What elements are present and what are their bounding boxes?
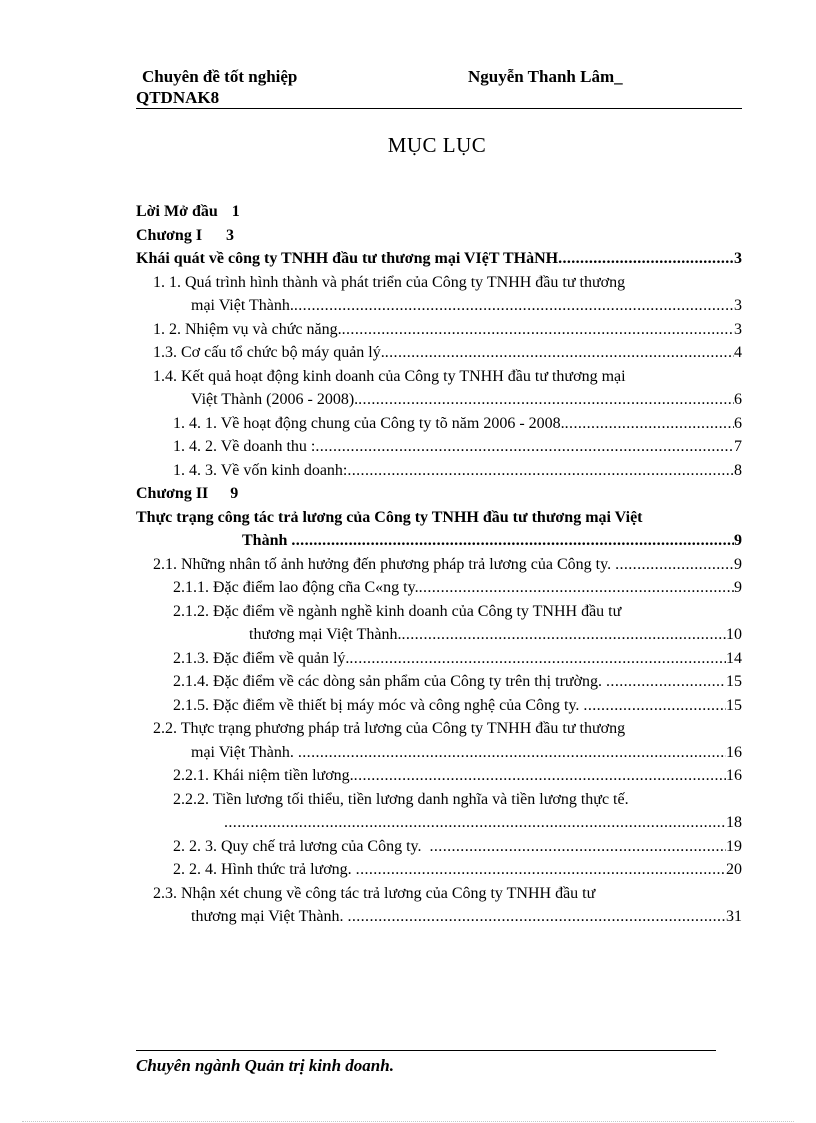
header-author: Nguyễn Thanh Lâm_ — [468, 67, 623, 86]
toc-entry-label: Việt Thành (2006 - 2008). — [191, 391, 359, 408]
toc-entry-2-2-2-cont[interactable] — [136, 811, 742, 835]
toc-entry-2-2[interactable] — [136, 717, 742, 741]
header-document-type: Chuyên đề tốt nghiệp — [142, 67, 298, 86]
toc-entry-label: Thực trạng công tác trả lương của Công ty TNHH đầu tư thương mại Việt — [136, 508, 643, 526]
toc-entry-intro[interactable] — [136, 200, 742, 224]
toc-entry-page: 9 — [230, 485, 239, 502]
toc-entry-page: 15 — [726, 673, 742, 690]
toc-entry-label: 2. 2. 4. Hình thức trả lương. — [173, 861, 352, 878]
toc-leader — [611, 553, 734, 577]
toc-entry-label: 2.2. Thực trạng phương pháp trả lương của Công ty TNHH đầu tư thương — [153, 720, 626, 737]
toc-entry-label: 1. 4. 1. Về hoạt động chung của Công ty tõ năm 2006 - 2008. — [173, 414, 565, 432]
toc-entry-2-1-3[interactable] — [136, 647, 742, 671]
toc-entry-label: thương mại Việt Thành. — [249, 626, 402, 643]
toc-entry-2-3[interactable] — [136, 882, 742, 906]
toc-entry-label: 1.4. Kết quả hoạt động kinh doanh của Công ty TNHH đầu tư thương mại — [153, 367, 626, 385]
toc-entry-page: 31 — [726, 908, 742, 925]
toc-entry-label: mại Việt Thành. — [191, 743, 294, 761]
header-rule — [136, 108, 742, 109]
toc-entry-2-1-2[interactable] — [136, 600, 742, 624]
toc-leader — [342, 318, 734, 342]
toc-entry-page: 3 — [734, 250, 742, 267]
toc-entry-2-2-4[interactable] — [136, 858, 742, 882]
toc-entry-2-2-1[interactable] — [136, 764, 742, 788]
toc-entry-label: 2.1. Những nhân tố ảnh hưởng đến phương pháp trả lương của Công ty. — [153, 555, 612, 573]
toc-leader — [224, 811, 726, 835]
toc-leader — [294, 741, 726, 765]
toc-entry-page: 3 — [226, 226, 235, 244]
toc-leader — [349, 647, 726, 671]
toc-entry-page: 19 — [726, 837, 742, 855]
toc-entry-label: thương mại Việt Thành. — [191, 908, 344, 925]
toc-entry-label: 2.1.3. Đặc điểm về quản lý. — [173, 649, 350, 667]
toc-entry-label: 2.1.2. Đặc điểm về ngành nghề kinh doanh của Công ty TNHH đầu tư — [173, 602, 622, 620]
toc-entry-label: 1. 4. 2. Về doanh thu : — [173, 438, 316, 455]
toc-entry-1-4-2[interactable] — [136, 435, 742, 459]
toc-entry-page: 20 — [726, 861, 742, 878]
toc-entry-chapter-1-title[interactable] — [136, 247, 742, 271]
toc-entry-page: 6 — [734, 414, 742, 432]
toc-entry-label: 1.3. Cơ cấu tổ chức bộ máy quản lý. — [153, 344, 385, 361]
footer-rule — [136, 1050, 716, 1051]
toc-leader — [287, 529, 734, 553]
toc-entry-label: 2.1.1. Đặc điểm lao động cña C«ng ty. — [173, 579, 419, 596]
toc-entry-2-1[interactable] — [136, 553, 742, 577]
toc-leader — [385, 341, 734, 365]
toc-entry-label: 1. 2. Nhiệm vụ và chức năng. — [153, 320, 342, 338]
toc-leader — [354, 764, 726, 788]
toc-entry-2-2-cont[interactable] — [136, 741, 742, 765]
toc-entry-page: 9 — [734, 579, 742, 596]
toc-entry-chapter-2-title[interactable] — [136, 506, 742, 530]
toc-entry-2-2-2[interactable] — [136, 788, 742, 812]
toc-entry-label: 2.1.5. Đặc điểm về thiết bị máy móc và công nghệ của Công ty. — [173, 696, 580, 714]
toc-title: MỤC LỤC — [387, 133, 487, 157]
toc-entry-label: mại Việt Thành. — [191, 297, 294, 314]
toc-entry-label: Thành — [242, 532, 288, 549]
toc-entry-chapter-2-title-cont[interactable] — [136, 529, 742, 553]
toc-entry-1-4-3[interactable] — [136, 459, 742, 483]
toc-leader — [602, 670, 726, 694]
toc-leader — [347, 459, 734, 483]
toc-entry-1-3[interactable] — [136, 341, 742, 365]
toc-leader — [558, 247, 734, 271]
toc-leader — [565, 412, 734, 436]
toc-entry-label: Khái quát về công ty TNHH đầu tư thương mại VIệT THàNH — [136, 250, 559, 267]
toc-entry-1-4-1[interactable] — [136, 412, 742, 436]
toc-entry-page: 4 — [734, 344, 742, 361]
toc-leader — [401, 623, 726, 647]
toc-entry-page: 7 — [734, 438, 742, 455]
toc-leader — [315, 435, 734, 459]
toc-entry-page: 6 — [734, 391, 742, 408]
toc-entry-page: 1 — [231, 203, 240, 220]
toc-entry-label: 1. 1. Quá trình hình thành và phát triển của Công ty TNHH đầu tư thương — [153, 273, 626, 291]
toc-entry-label: 2.1.4. Đặc điểm về các dòng sản phẩm của Công ty trên thị trường. — [173, 673, 603, 690]
toc-entry-label: 2.2.2. Tiền lương tối thiểu, tiền lương danh nghĩa và tiền lương thực tế. — [173, 790, 629, 808]
toc-entry-label: Chương II — [136, 485, 209, 502]
toc-leader — [419, 576, 734, 600]
toc-entry-chapter-1[interactable] — [136, 224, 742, 248]
footer-major: Chuyên ngành Quản trị kinh doanh. — [136, 1056, 394, 1075]
toc-entry-2-1-4[interactable] — [136, 670, 742, 694]
toc-entry-page: 9 — [734, 532, 742, 549]
toc-entry-label: Chương I — [136, 226, 203, 244]
toc-entry-page: 16 — [726, 743, 742, 761]
toc-entry-2-3-cont[interactable] — [136, 905, 742, 929]
toc-entry-page: 18 — [726, 814, 742, 831]
toc-entry-2-2-3[interactable] — [136, 835, 742, 859]
toc-leader — [579, 694, 726, 718]
toc-leader — [358, 388, 734, 412]
toc-leader — [294, 294, 734, 318]
toc-entry-1-4[interactable] — [136, 365, 742, 389]
toc-entry-page: 9 — [734, 555, 742, 573]
toc-entry-1-2[interactable] — [136, 318, 742, 342]
toc-entry-label: 2. 2. 3. Quy chế trả lương của Công ty. — [173, 837, 422, 855]
toc-entry-page: 15 — [726, 696, 742, 714]
toc-entry-page: 10 — [726, 626, 742, 643]
toc-entry-2-1-2-cont[interactable] — [136, 623, 742, 647]
toc-entry-chapter-2[interactable] — [136, 482, 742, 506]
toc-entry-1-4-cont[interactable] — [136, 388, 742, 412]
toc-entry-2-1-1[interactable] — [136, 576, 742, 600]
toc-entry-page: 8 — [734, 461, 742, 479]
toc-entry-page: 14 — [726, 649, 742, 667]
toc-entry-page: 3 — [734, 297, 742, 314]
header-class-code: QTDNAK8 — [136, 88, 220, 107]
toc-entry-1-1-cont[interactable] — [136, 294, 742, 318]
toc-leader — [343, 905, 726, 929]
toc-leader — [422, 835, 727, 859]
toc-leader — [352, 858, 726, 882]
toc-entry-label: 1. 4. 3. Về vốn kinh doanh: — [173, 461, 348, 479]
toc-entry-2-1-5[interactable] — [136, 694, 742, 718]
toc-entry-label: 2.2.1. Khái niệm tiền lương. — [173, 767, 354, 784]
toc-entry-page: 3 — [734, 320, 742, 338]
toc-entry-label: Lời Mở đầu — [136, 203, 218, 220]
table-of-contents — [136, 200, 742, 929]
page-edge — [22, 1121, 794, 1122]
toc-entry-page: 16 — [726, 767, 742, 784]
toc-entry-1-1[interactable] — [136, 271, 742, 295]
toc-entry-label: 2.3. Nhận xét chung về công tác trả lương của Công ty TNHH đầu tư — [153, 884, 596, 902]
